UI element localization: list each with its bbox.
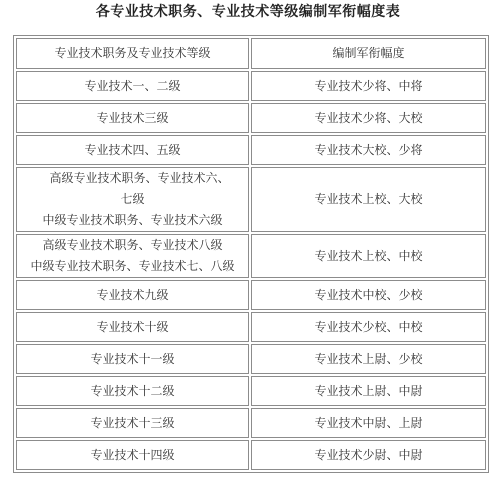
table-row — [16, 408, 486, 438]
rank-cell: 专业技术中校、少校 — [251, 280, 486, 310]
grade-cell — [16, 312, 249, 342]
grade-text: 专业技术四、五级 — [84, 142, 181, 157]
grade-text: 专业技术九级 — [96, 287, 169, 302]
grade-cell — [16, 344, 249, 374]
grade-cell — [16, 408, 249, 438]
grade-text: 专业技术十一级 — [90, 351, 175, 366]
rank-cell: 专业技术大校、少将 — [251, 135, 486, 165]
grade-text: 中级专业技术职务、专业技术七、八级 — [30, 259, 235, 273]
grade-text: 专业技术十二级 — [90, 383, 175, 398]
rank-cell: 专业技术少将、中将 — [251, 71, 486, 101]
grade-text: 专业技术一、二级 — [84, 78, 181, 93]
table-row — [16, 376, 486, 406]
rank-cell: 专业技术中尉、上尉 — [251, 408, 486, 438]
rank-cell: 专业技术少校、中校 — [251, 312, 486, 342]
rank-cell: 专业技术少尉、中尉 — [251, 440, 486, 470]
header-cell-rank: 编制军衔幅度 — [251, 38, 486, 69]
table-row — [16, 103, 486, 133]
table-header-row — [16, 38, 486, 69]
grade-text: 专业技术十级 — [96, 319, 169, 334]
grade-cell — [16, 71, 249, 101]
grade-cell — [16, 440, 249, 470]
grade-text: 专业技术十三级 — [90, 415, 175, 430]
grade-text: 高级专业技术职务、专业技术六、 — [49, 171, 230, 185]
rank-cell: 专业技术上尉、中尉 — [251, 376, 486, 406]
grade-cell — [16, 234, 249, 278]
table-row — [16, 234, 486, 278]
rank-cell: 专业技术上校、中校 — [251, 234, 486, 278]
rank-table — [13, 35, 489, 473]
grade-cell — [16, 167, 249, 232]
table-row — [16, 344, 486, 374]
grade-text: 中级专业技术职务、专业技术六级 — [42, 213, 223, 227]
grade-text: 七级 — [120, 192, 145, 206]
table-row — [16, 135, 486, 165]
grade-cell — [16, 376, 249, 406]
grade-text: 高级专业技术职务、专业技术八级 — [42, 238, 223, 252]
rank-cell: 专业技术上尉、少校 — [251, 344, 486, 374]
grade-cell — [16, 280, 249, 310]
table-row — [16, 440, 486, 470]
grade-cell — [16, 103, 249, 133]
table-row — [16, 71, 486, 101]
grade-text: 专业技术三级 — [96, 110, 169, 125]
table-row — [16, 280, 486, 310]
grade-text: 专业技术十四级 — [90, 447, 175, 462]
rank-cell: 专业技术上校、大校 — [251, 167, 486, 232]
header-cell-grade: 专业技术职务及专业技术等级 — [16, 38, 249, 69]
table-row — [16, 312, 486, 342]
page-title: 各专业技术职务、专业技术等级编制军衔幅度表 — [95, 4, 401, 20]
grade-cell — [16, 135, 249, 165]
rank-cell: 专业技术少将、大校 — [251, 103, 486, 133]
table-row — [16, 167, 486, 232]
